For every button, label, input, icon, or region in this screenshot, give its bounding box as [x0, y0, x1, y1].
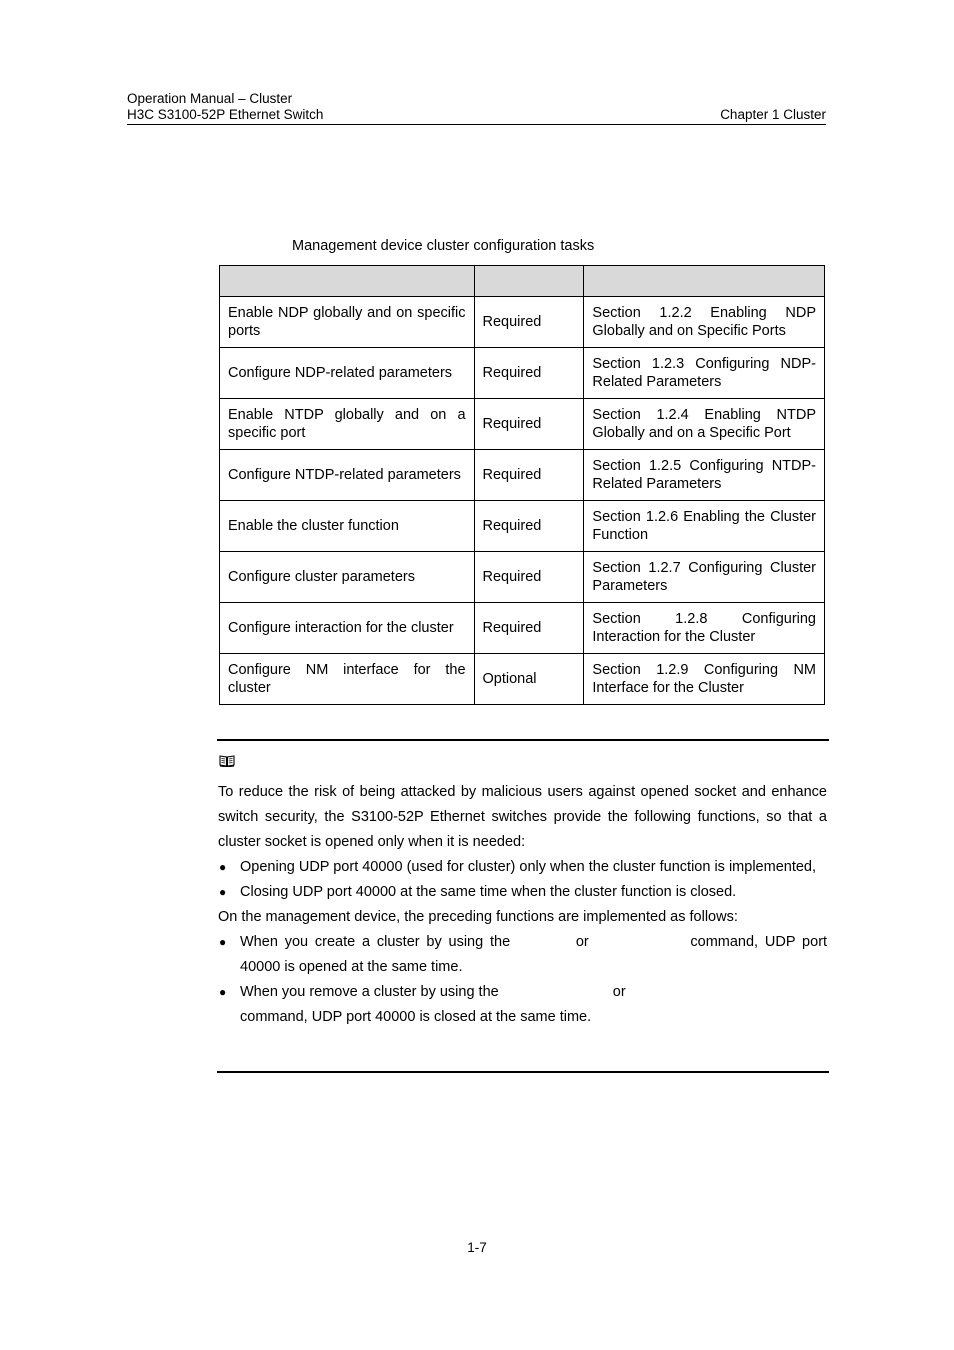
requirement-cell: Required: [474, 603, 584, 654]
port-behavior-list: [218, 855, 827, 905]
table-row: [220, 654, 825, 705]
task-cell: Enable NDP globally and on specific ports: [220, 297, 475, 348]
table-row: [220, 501, 825, 552]
reference-cell: Section 1.2.7 Configuring Cluster Parameters: [584, 552, 825, 603]
create-cluster-line: When you create a cluster by using the or command, UDP port: [240, 934, 828, 950]
requirement-cell: Required: [474, 297, 584, 348]
task-cell: Configure NTDP-related parameters: [220, 450, 475, 501]
bullet-icon: ●: [219, 860, 227, 874]
requirement-cell: Required: [474, 501, 584, 552]
reference-cell: Section 1.2.5 Configuring NTDP-Related Parameters: [584, 450, 825, 501]
reference-cell: Section 1.2.2 Enabling NDP Globally and on Specific Ports: [584, 297, 825, 348]
list-item: ● When you create a cluster by using the or command, UDP port 40000 is opened at the same time.: [218, 930, 827, 980]
note-body: [218, 780, 827, 1030]
bullet-icon: ●: [219, 885, 227, 899]
note-top-rule: [217, 739, 829, 741]
reference-cell: Section 1.2.9 Configuring NM Interface for the Cluster: [584, 654, 825, 705]
table-row: [220, 450, 825, 501]
table-row: [220, 552, 825, 603]
requirement-cell: Required: [474, 450, 584, 501]
bullet-icon: ●: [219, 935, 227, 949]
page-number: 1-7: [467, 1240, 487, 1255]
requirement-cell: Required: [474, 399, 584, 450]
table-row: [220, 399, 825, 450]
note-middle: On the management device, the preceding functions are implemented as follows:: [218, 909, 738, 925]
reference-cell: Section 1.2.4 Enabling NTDP Globally and on a Specific Port: [584, 399, 825, 450]
config-tasks-table: [219, 265, 825, 705]
table-row: [220, 603, 825, 654]
column-header-reference: [584, 266, 825, 297]
manual-title: Operation Manual – Cluster: [127, 91, 293, 106]
table-row: [220, 348, 825, 399]
column-header-task: [220, 266, 475, 297]
task-cell: Enable the cluster function: [220, 501, 475, 552]
chapter-title: Chapter 1 Cluster: [720, 107, 826, 122]
task-cell: Enable NTDP globally and on a specific port: [220, 399, 475, 450]
table-header-row: [220, 266, 825, 297]
list-item: ● When you remove a cluster by using the or command, UDP port 40000 is closed at the same time.: [218, 980, 827, 1030]
list-item: ● Opening UDP port 40000 (used for cluster) only when the cluster function is implemented,: [218, 855, 827, 880]
reference-cell: Section 1.2.8 Configuring Interaction for the Cluster: [584, 603, 825, 654]
table-caption: Management device cluster configuration tasks: [292, 238, 595, 254]
table-row: [220, 297, 825, 348]
task-cell: Configure NDP-related parameters: [220, 348, 475, 399]
task-cell: Configure NM interface for the cluster: [220, 654, 475, 705]
remove-cluster-line: When you remove a cluster by using the or: [240, 984, 626, 1000]
command-behavior-list: [218, 930, 827, 1030]
header-divider: [127, 124, 826, 125]
task-cell: Configure interaction for the cluster: [220, 603, 475, 654]
book-icon: [219, 754, 235, 767]
running-header-left: [127, 91, 323, 123]
column-header-remarks: [474, 266, 584, 297]
note-bottom-rule: [217, 1071, 829, 1073]
product-name: H3C S3100-52P Ethernet Switch: [127, 107, 324, 122]
reference-cell: Section 1.2.3 Configuring NDP-Related Parameters: [584, 348, 825, 399]
bullet-icon: ●: [219, 985, 227, 999]
task-cell: Configure cluster parameters: [220, 552, 475, 603]
requirement-cell: Required: [474, 552, 584, 603]
reference-cell: Section 1.2.6 Enabling the Cluster Function: [584, 501, 825, 552]
note-intro: To reduce the risk of being attacked by malicious users against opened socket and enhance switch security, the S3100-52P Ethernet switches provide the following functions, so that a cluster socket is opened only when it is needed:: [218, 784, 827, 850]
list-item: ● Closing UDP port 40000 at the same time when the cluster function is closed.: [218, 880, 827, 905]
requirement-cell: Optional: [474, 654, 584, 705]
requirement-cell: Required: [474, 348, 584, 399]
